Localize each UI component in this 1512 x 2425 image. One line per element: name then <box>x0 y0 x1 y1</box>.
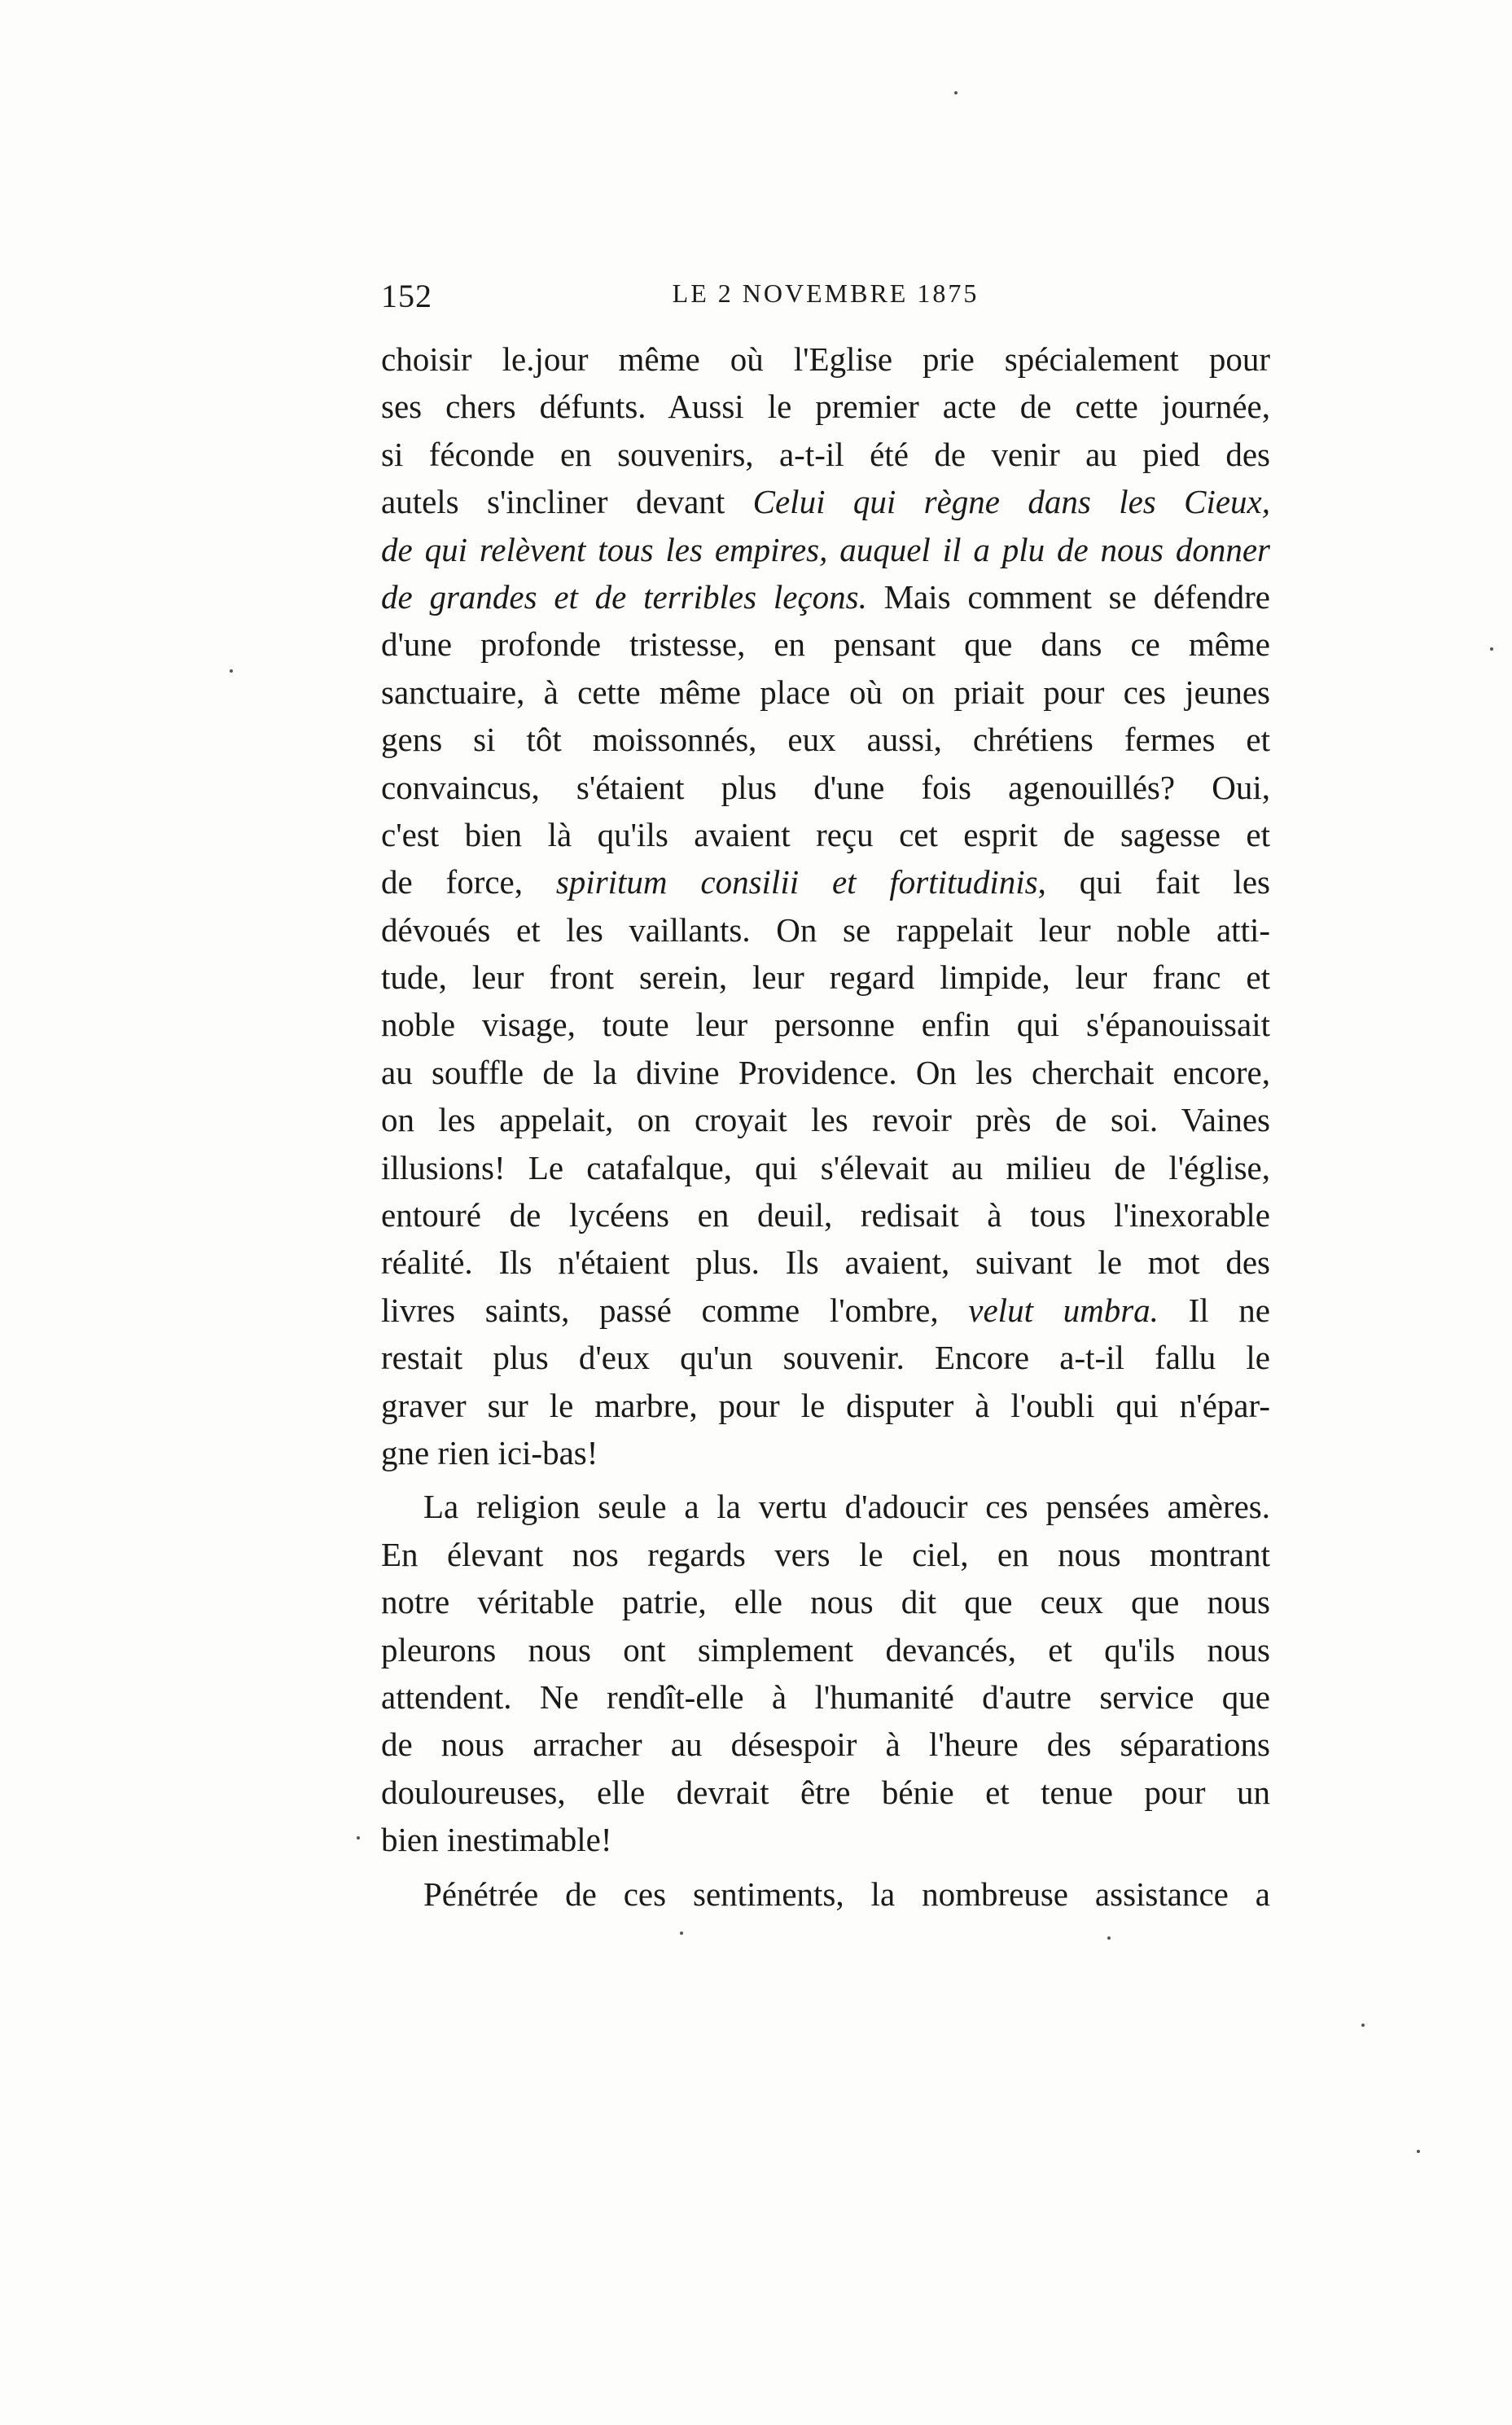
text-span: de force, <box>381 863 523 901</box>
paragraph-2 <box>381 1483 1270 1863</box>
text-line: on les appelait, on croyait les revoir près de soi. Vaines <box>381 1101 1270 1139</box>
latin-quote: velut umbra. <box>968 1291 1159 1329</box>
paper-speck <box>357 1836 360 1840</box>
text-line: dévoués et les vaillants. On se rappelait leur noble atti- <box>381 910 1270 949</box>
italic-quote: Celui qui règne dans les Cieux, <box>752 483 1270 521</box>
text-line: En élevant nos regards vers le ciel, en nous montrant <box>381 1535 1270 1573</box>
text-line: gens si tôt moissonnés, eux aussi, chrétiens fermes et <box>381 721 1270 759</box>
text-line: gne rien ici-bas! <box>381 1433 598 1471</box>
text-line <box>381 526 1270 573</box>
text-line: notre véritable patrie, elle nous dit que ceux que nous <box>381 1583 1270 1621</box>
paper-speck <box>1107 1936 1111 1940</box>
text-line: restait plus d'eux qu'un souvenir. Encore a-t-il fallu le <box>381 1339 1270 1377</box>
text-line: tude, leur front serein, leur regard limpide, leur franc et <box>381 958 1270 997</box>
text-span: Il ne <box>1188 1291 1270 1329</box>
latin-quote: spiritum consilii et fortitudinis <box>555 863 1038 901</box>
italic-quote: de grandes et de terribles leçons. <box>381 577 867 616</box>
text-line: graver sur le marbre, pour le disputer à l'oubli qui n'épar- <box>381 1386 1270 1424</box>
text-line: pleurons nous ont simplement devancés, et qu'ils nous <box>381 1630 1270 1669</box>
paragraph-gap <box>381 1864 1270 1870</box>
text-line: ses chers défunts. Aussi le premier acte de cette journée, <box>381 388 1270 426</box>
text-line: choisir le.jour même où l'Eglise prie spécialement pour <box>381 340 1270 378</box>
text-line: sanctuaire, à cette même place où on priait pour ces jeunes <box>381 673 1270 711</box>
body-text <box>381 335 1270 1918</box>
text-line: convaincus, s'étaient plus d'une fois agenouillés? Oui, <box>381 768 1270 806</box>
paper-speck <box>680 1932 683 1935</box>
paper-speck <box>1490 647 1493 651</box>
text-line: La religion seule a la vertu d'adoucir ces pensées amères. <box>423 1488 1270 1526</box>
page-header <box>381 277 1270 326</box>
text-line <box>381 1287 1270 1334</box>
text-line <box>381 573 1270 621</box>
text-line: si féconde en souvenirs, a-t-il été de venir au pied des <box>381 435 1270 473</box>
paper-speck <box>954 91 958 94</box>
running-head: LE 2 NOVEMBRE 1875 <box>672 278 980 308</box>
text-line: réalité. Ils n'étaient plus. Ils avaient, suivant le mot des <box>381 1243 1270 1282</box>
text-line: attendent. Ne rendît-elle à l'humanité d'autre service que <box>381 1677 1270 1716</box>
paper-speck <box>1417 2150 1420 2153</box>
text-span: Mais comment se défendre <box>883 577 1270 616</box>
text-line: douloureuses, elle devrait être bénie et tenue pour un <box>381 1773 1270 1811</box>
text-line: Pénétrée de ces sentiments, la nombreuse assistance a <box>423 1875 1270 1913</box>
text-line <box>381 478 1270 525</box>
text-span: , qui fait les <box>1037 863 1270 901</box>
paper-speck <box>230 669 233 673</box>
text-line: c'est bien là qu'ils avaient reçu cet esprit de sagesse et <box>381 815 1270 853</box>
text-span: autels s'incliner devant <box>381 483 725 521</box>
paragraph-1 <box>381 335 1270 1476</box>
text-line: illusions! Le catafalque, qui s'élevait au milieu de l'église, <box>381 1148 1270 1186</box>
text-line: au souffle de la divine Providence. On les cherchait encore, <box>381 1053 1270 1091</box>
paper-speck <box>1361 2024 1365 2027</box>
text-line: noble visage, toute leur personne enfin qui s'épanouissait <box>381 1006 1270 1044</box>
text-line: entouré de lycéens en deuil, redisait à tous l'inexorable <box>381 1196 1270 1234</box>
text-line: de nous arracher au désespoir à l'heure des séparations <box>381 1726 1270 1764</box>
text-line: bien inestimable! <box>381 1821 612 1859</box>
page-number: 152 <box>381 278 432 314</box>
italic-quote: de qui relèvent tous les empires, auquel il a plu de nous donner <box>381 530 1270 568</box>
paragraph-gap <box>381 1476 1270 1483</box>
paragraph-3 <box>381 1870 1270 1918</box>
text-line <box>381 858 1270 906</box>
text-span: livres saints, passé comme l'ombre, <box>381 1291 939 1329</box>
text-line: d'une profonde tristesse, en pensant que dans ce même <box>381 625 1270 664</box>
